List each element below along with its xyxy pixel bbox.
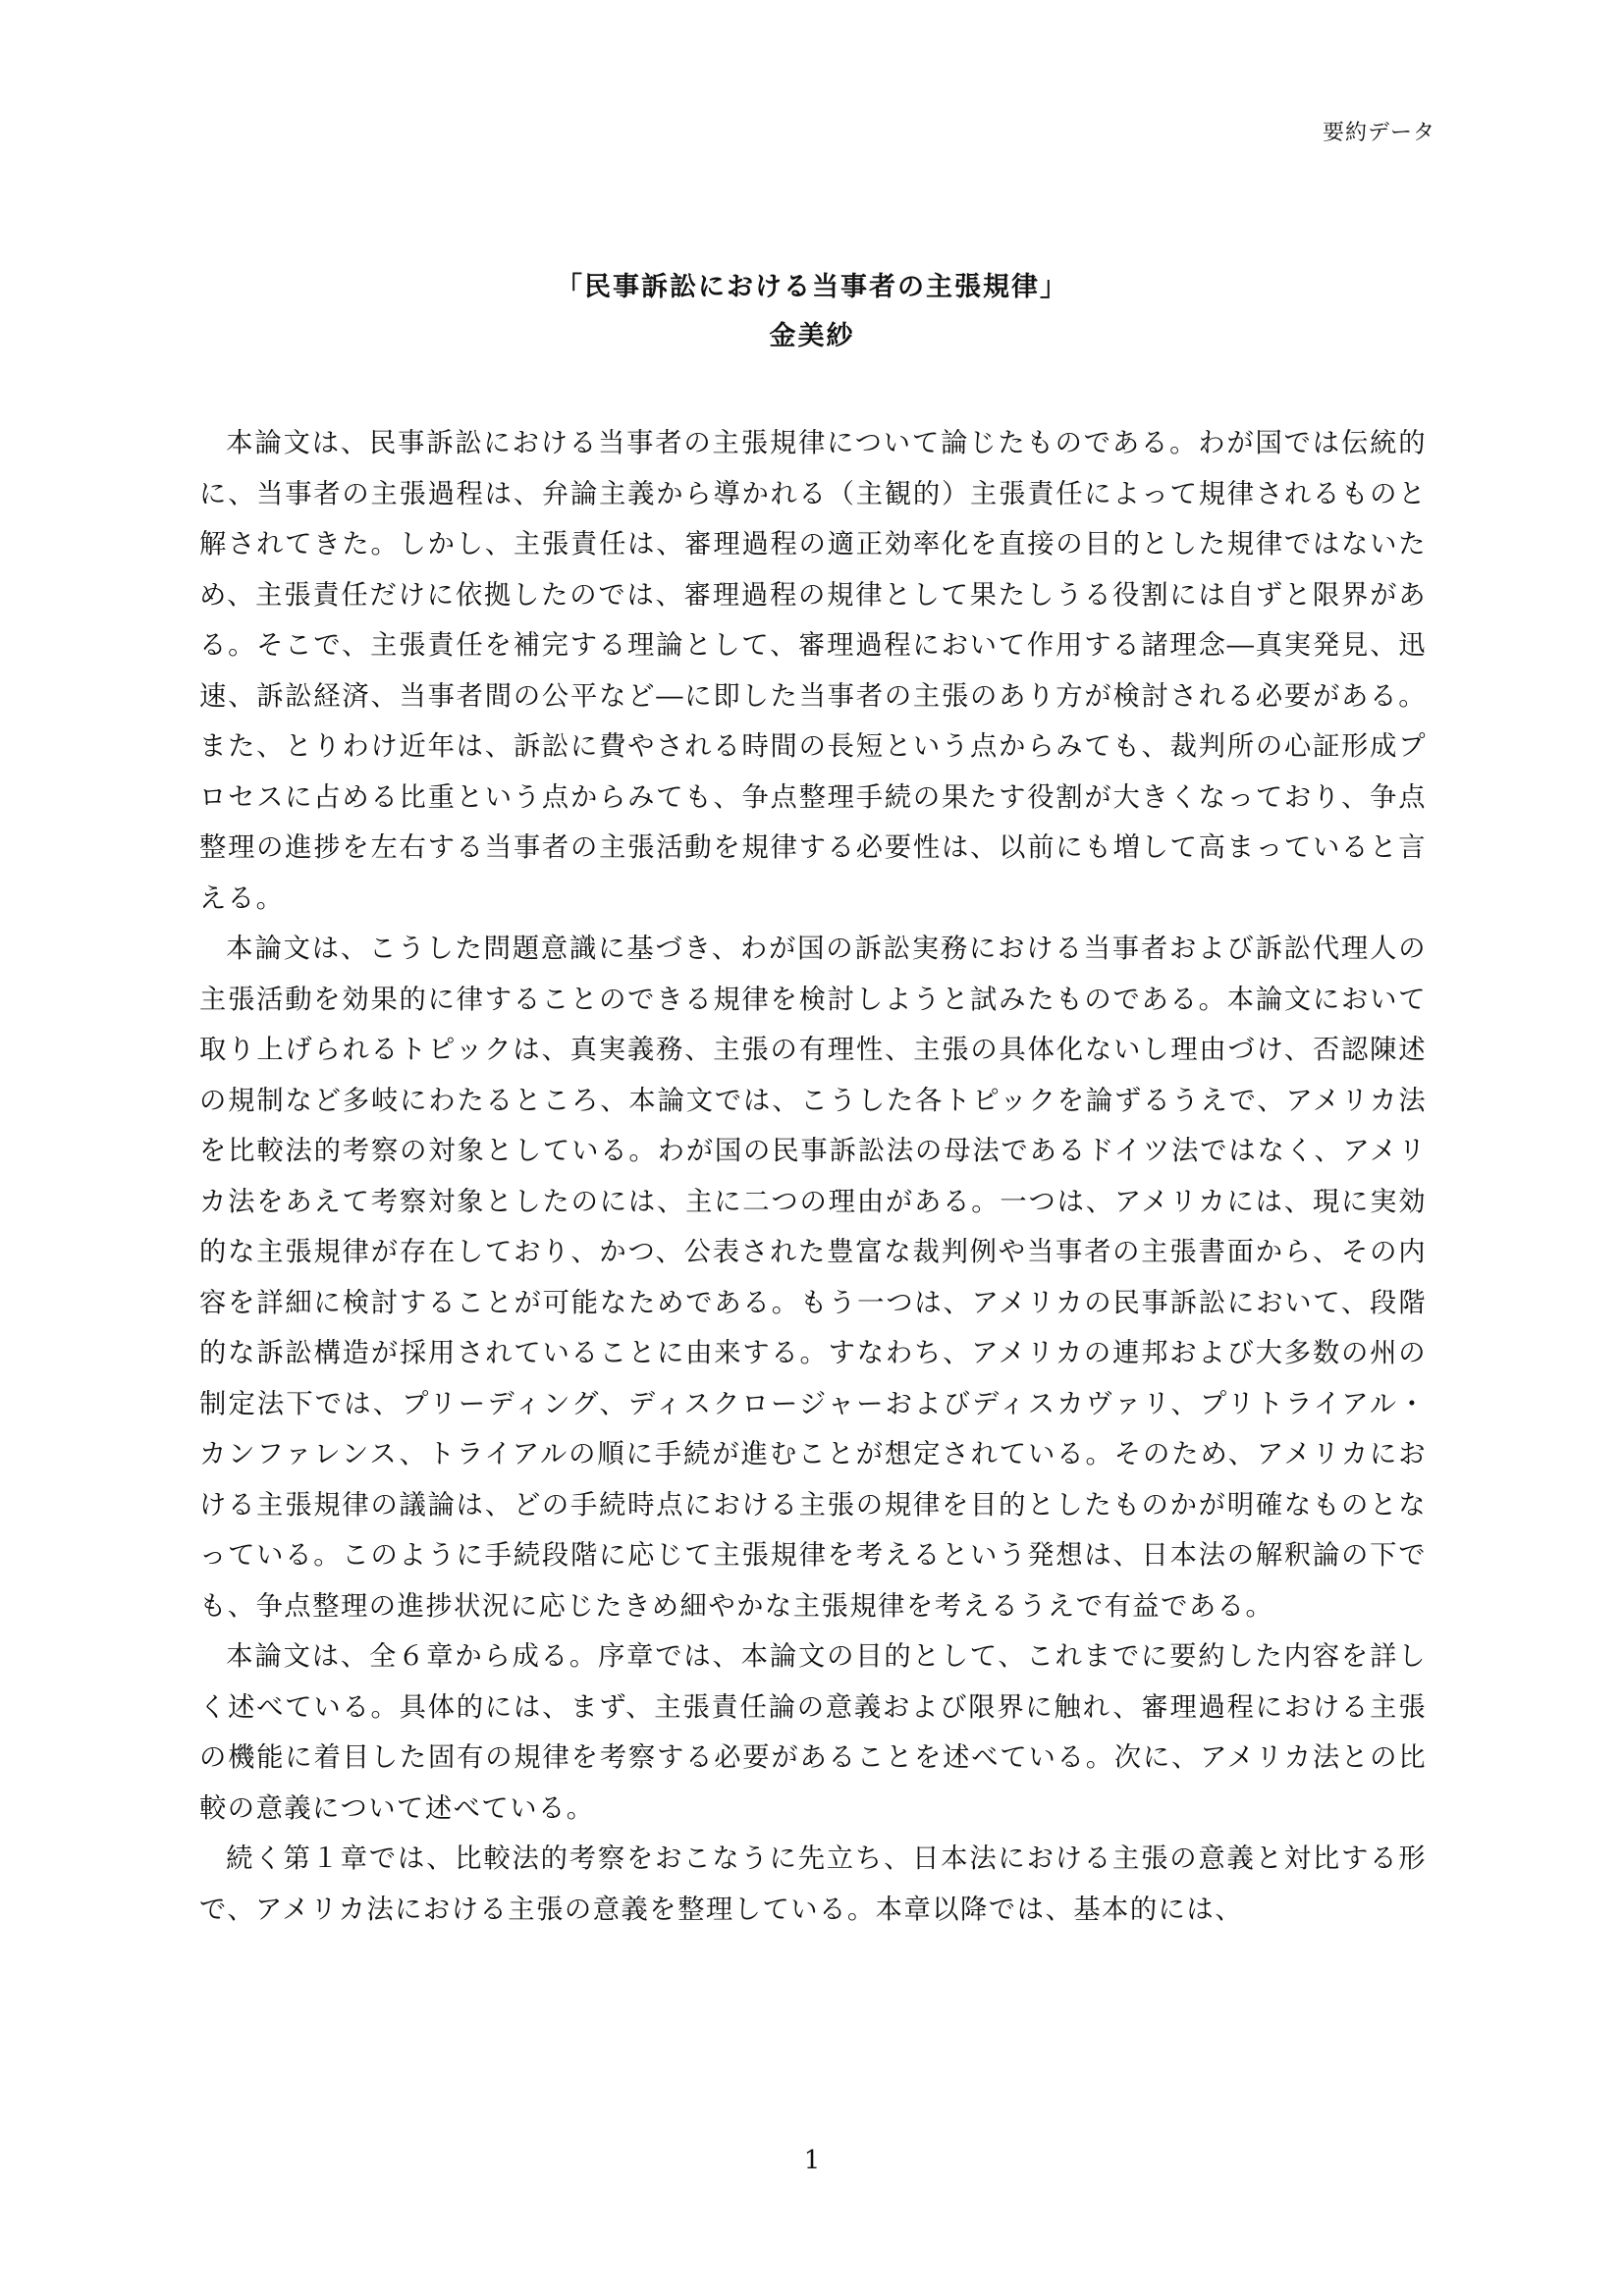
body-paragraph-3: 本論文は、全６章から成る。序章では、本論文の目的として、これまでに要約した内容を詳しく述べている。具体的には、まず、主張責任論の意義および限界に触れ、審理過程における主張の機能に着目した固有の規律を考察する必要があることを述べている。次に、アメリカ法との比較の意義について述べている。: [199, 1641, 1427, 1824]
header-label: 要約データ: [1322, 121, 1435, 145]
document-title: 「民事訴訟における当事者の主張規律」: [556, 272, 1068, 302]
body-paragraph-4: 続く第１章では、比較法的考察をおこなうに先立ち、日本法における主張の意義と対比する形で、アメリカ法における主張の意義を整理している。本章以降では、基本的には、: [199, 1843, 1427, 1925]
page-number: 1: [803, 2146, 821, 2175]
body-paragraph-2: 本論文は、こうした問題意識に基づき、わが国の訴訟実務における当事者および訴訟代理人の主張活動を効果的に律することのできる規律を検討しようと試みたものである。本論文において取り上げられるトピックは、真実義務、主張の有理性、主張の具体化ないし理由づけ、否認陳述の規制など多岐にわたるところ、本論文では、こうした各トピックを論ずるうえで、アメリカ法を比較法的考察の対象としている。わが国の民事訴訟法の母法であるドイツ法ではなく、アメリカ法をあえて考察対象としたのには、主に二つの理由がある。一つは、アメリカには、現に実効的な主張規律が存在しており、かつ、公表された豊富な裁判例や当事者の主張書面から、その内容を詳細に検討することが可能なためである。もう一つは、アメリカの民事訴訟において、段階的な訴訟構造が採用されていることに由来する。すなわち、アメリカの連邦および大多数の州の制定法下では、プリーディング、ディスクロージャーおよびディスカヴァリ、プリトライアル・カンファレンス、トライアルの順に手続が進むことが想定されている。そのため、アメリカにおける主張規律の議論は、どの手続時点における主張の規律を目的としたものかが明確なものとなっている。このように手続段階に応じて主張規律を考えるという発想は、日本法の解釈論の下でも、争点整理の進捗状況に応じたきめ細やかな主張規律を考えるうえで有益である。: [199, 934, 1427, 1622]
document-body: [199, 418, 1427, 1935]
body-paragraph-1: 本論文は、民事訴訟における当事者の主張規律について論じたものである。わが国では伝統的に、当事者の主張過程は、弁論主義から導かれる（主観的）主張責任によって規律されるものと解されてきた。しかし、主張責任は、審理過程の適正効率化を直接の目的とした規律ではないため、主張責任だけに依拠したのでは、審理過程の規律として果たしうる役割には自ずと限界がある。そこで、主張責任を補完する理論として、審理過程において作用する諸理念―真実発見、迅速、訴訟経済、当事者間の公平など―に即した当事者の主張のあり方が検討される必要がある。また、とりわけ近年は、訴訟に費やされる時間の長短という点からみても、裁判所の心証形成プロセスに占める比重という点からみても、争点整理手続の果たす役割が大きくなっており、争点整理の進捗を左右する当事者の主張活動を規律する必要性は、以前にも増して高まっていると言える。: [199, 428, 1427, 914]
document-author: 金美紗: [769, 321, 855, 351]
